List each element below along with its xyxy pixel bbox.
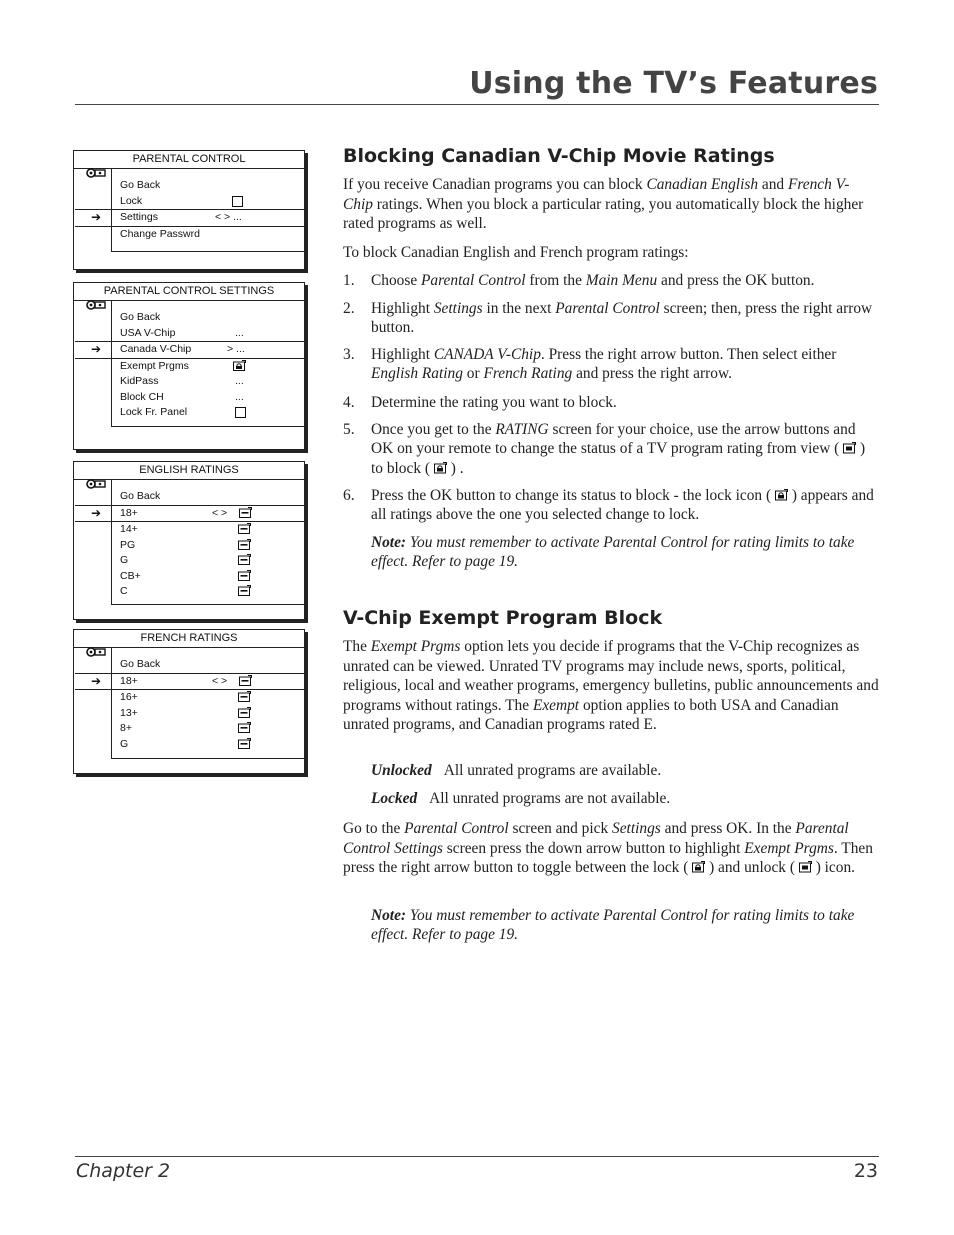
unlocked-definition: Unlocked All unrated programs are available. bbox=[371, 762, 662, 779]
rating-label: 8+ bbox=[120, 722, 132, 734]
menu-item-label: USA V-Chip bbox=[120, 326, 176, 339]
menu-item-settings[interactable] bbox=[75, 209, 304, 227]
menu-body bbox=[91, 648, 304, 758]
unlock-icon bbox=[238, 722, 251, 733]
lead-paragraph: To block Canadian English and French program ratings: bbox=[343, 244, 689, 261]
unlock-icon bbox=[238, 554, 251, 565]
parental-control-settings-menu bbox=[73, 282, 305, 450]
menu-item-lock-front-panel[interactable] bbox=[112, 405, 304, 421]
menu-item-kidpass[interactable] bbox=[112, 374, 304, 390]
key-icon bbox=[86, 299, 106, 311]
rating-c[interactable] bbox=[112, 584, 304, 600]
rating-18plus[interactable] bbox=[75, 673, 304, 691]
rating-label: 18+ bbox=[120, 674, 138, 687]
menu-footer bbox=[111, 426, 304, 439]
rating-label: PG bbox=[120, 538, 136, 551]
rating-label: G bbox=[120, 554, 129, 566]
view-icon bbox=[843, 442, 856, 454]
rating-value: < > bbox=[212, 674, 228, 687]
menu-item-usa-vchip[interactable] bbox=[112, 326, 304, 342]
lock-icon bbox=[692, 861, 705, 873]
rating-cbplus[interactable] bbox=[112, 569, 304, 585]
step-2: 2. Highlight Settings in the next Parental Control screen; then, press the right arrow button. bbox=[343, 300, 873, 337]
menu-item-value: < > ... bbox=[215, 211, 242, 223]
menu-item-go-back[interactable]: Go Back bbox=[120, 311, 161, 323]
arrow-right-icon: ➔ bbox=[91, 505, 102, 520]
unlock-icon bbox=[799, 861, 812, 873]
menu-footer bbox=[111, 758, 304, 774]
rating-label: C bbox=[120, 585, 128, 597]
menu-item-block-ch[interactable] bbox=[112, 390, 304, 406]
menu-footer bbox=[111, 604, 304, 619]
menu-body bbox=[91, 169, 304, 251]
menu-title: PARENTAL CONTROL SETTINGS bbox=[103, 285, 275, 297]
menu-item-value: ... bbox=[235, 375, 244, 387]
rating-label: G bbox=[120, 737, 129, 750]
step-1: 1. Choose Parental Control from the Main Menu and press the OK button. bbox=[343, 272, 815, 289]
menu-body bbox=[91, 480, 304, 604]
unlock-icon bbox=[239, 675, 252, 686]
step-3: 3. Highlight CANADA V-Chip. Press the right arrow button. Then select either English Rating or French Rating and press the right arrow. bbox=[343, 346, 837, 383]
menu-item-change-password[interactable]: Change Passwrd bbox=[120, 227, 200, 240]
locked-definition: Locked All unrated programs are not available. bbox=[371, 790, 671, 807]
lock-icon bbox=[434, 462, 447, 474]
step-4: 4. Determine the rating you want to block. bbox=[343, 394, 617, 411]
menu-item-value: ... bbox=[235, 390, 244, 403]
menu-header bbox=[74, 630, 304, 648]
menu-header bbox=[74, 151, 304, 169]
unlock-icon bbox=[238, 691, 251, 702]
rating-pg[interactable] bbox=[112, 538, 304, 554]
footer-rule bbox=[75, 1156, 879, 1157]
footer-chapter: Chapter 2 bbox=[76, 1160, 171, 1182]
arrow-right-icon: ➔ bbox=[91, 210, 102, 224]
rating-label: 14+ bbox=[120, 523, 138, 535]
unlock-icon bbox=[238, 585, 251, 596]
menu-title: PARENTAL CONTROL bbox=[132, 153, 246, 165]
note-1: Note: You must remember to activate Parental Control for rating limits to take effect. Refer to page 19. bbox=[371, 534, 855, 571]
rating-g[interactable] bbox=[112, 553, 304, 569]
step-6: 6. Press the OK button to change its status to block - the lock icon ( ) appears and all ratings above the one you selected change to lock. bbox=[343, 487, 874, 524]
menu-header bbox=[74, 283, 304, 301]
menu-item-label: Settings bbox=[120, 211, 158, 223]
page-number: 23 bbox=[853, 1160, 878, 1182]
menu-title: FRENCH RATINGS bbox=[140, 632, 238, 644]
key-icon bbox=[86, 646, 106, 658]
lock-icon bbox=[233, 360, 246, 371]
menu-footer bbox=[111, 251, 304, 264]
key-icon bbox=[86, 167, 106, 179]
rating-18plus[interactable] bbox=[75, 505, 304, 523]
parental-control-menu bbox=[73, 150, 305, 270]
page-title: Using the TV’s Features bbox=[469, 66, 878, 101]
rating-14plus[interactable] bbox=[112, 522, 304, 538]
intro-paragraph: If you receive Canadian programs you can block Canadian English and French V-Chip ratings. When you block a particular rating, you automatically block the higher rated programs as well. bbox=[343, 176, 864, 232]
menu-body bbox=[91, 301, 304, 426]
menu-item-label: Lock Fr. Panel bbox=[120, 406, 188, 418]
menu-item-label: Block CH bbox=[120, 390, 164, 403]
checkbox-icon bbox=[232, 196, 243, 207]
rating-g[interactable] bbox=[112, 737, 304, 753]
instructions-paragraph: Go to the Parental Control screen and pick Settings and press OK. In the Parental Control Settings screen press the down arrow button to highlight Exempt Prgms. Then press the right arrow button to toggle between the lock ( ) and unlock ( ) icon. bbox=[343, 820, 873, 876]
rating-8plus[interactable] bbox=[112, 721, 304, 737]
title-rule bbox=[75, 104, 879, 105]
rating-13plus[interactable] bbox=[112, 706, 304, 722]
rating-label: CB+ bbox=[120, 569, 141, 582]
exempt-paragraph: The Exempt Prgms option lets you decide if programs that the V-Chip recognizes as unrated can be viewed. Unrated TV programs may include news, sports, political, religious, local and weather programs, emergency bulletins, public announcements and programs without ratings. The Exempt option applies to both USA and Canadian unrated programs, and Canadian programs rated E. bbox=[343, 638, 879, 733]
unlock-icon bbox=[238, 539, 251, 550]
rating-label: 16+ bbox=[120, 691, 138, 703]
menu-header bbox=[74, 462, 304, 480]
menu-item-go-back[interactable]: Go Back bbox=[120, 179, 161, 191]
step-5: 5. Once you get to the RATING screen for your choice, use the arrow buttons and OK on your remote to change the status of a TV program rating from view ( ) to block ( ) . bbox=[343, 421, 866, 477]
unlock-icon bbox=[239, 507, 252, 518]
section-heading-canadian-ratings: Blocking Canadian V-Chip Movie Ratings bbox=[343, 145, 775, 167]
unlock-icon bbox=[238, 738, 251, 749]
menu-item-value: > ... bbox=[227, 343, 245, 355]
rating-label: 13+ bbox=[120, 706, 138, 719]
menu-title: ENGLISH RATINGS bbox=[139, 464, 239, 476]
unlock-icon bbox=[238, 707, 251, 718]
menu-item-label: KidPass bbox=[120, 375, 159, 387]
note-2: Note: You must remember to activate Parental Control for rating limits to take effect. Refer to page 19. bbox=[371, 907, 855, 944]
menu-item-exempt-prgms[interactable] bbox=[112, 359, 304, 375]
rating-value: < > bbox=[212, 506, 228, 519]
rating-go-back[interactable]: Go Back bbox=[120, 658, 161, 670]
menu-item-value: ... bbox=[235, 326, 244, 339]
section-heading-exempt-block: V-Chip Exempt Program Block bbox=[343, 607, 663, 629]
menu-item-lock[interactable] bbox=[112, 194, 304, 210]
unlock-icon bbox=[238, 523, 251, 534]
french-ratings-menu bbox=[73, 629, 305, 774]
key-icon bbox=[86, 478, 106, 490]
rating-16plus[interactable] bbox=[112, 690, 304, 706]
menu-item-label: Canada V-Chip bbox=[120, 343, 192, 355]
lock-icon bbox=[775, 489, 788, 501]
menu-item-label: Exempt Prgms bbox=[120, 359, 189, 372]
checkbox-icon bbox=[235, 407, 246, 418]
rating-go-back[interactable]: Go Back bbox=[120, 490, 161, 502]
unlock-icon bbox=[238, 570, 251, 581]
menu-item-label: Lock bbox=[120, 194, 143, 207]
english-ratings-menu bbox=[73, 461, 305, 620]
arrow-right-icon: ➔ bbox=[91, 342, 102, 356]
rating-label: 18+ bbox=[120, 506, 138, 519]
arrow-right-icon: ➔ bbox=[91, 673, 102, 688]
menu-item-canada-vchip[interactable] bbox=[75, 341, 304, 359]
